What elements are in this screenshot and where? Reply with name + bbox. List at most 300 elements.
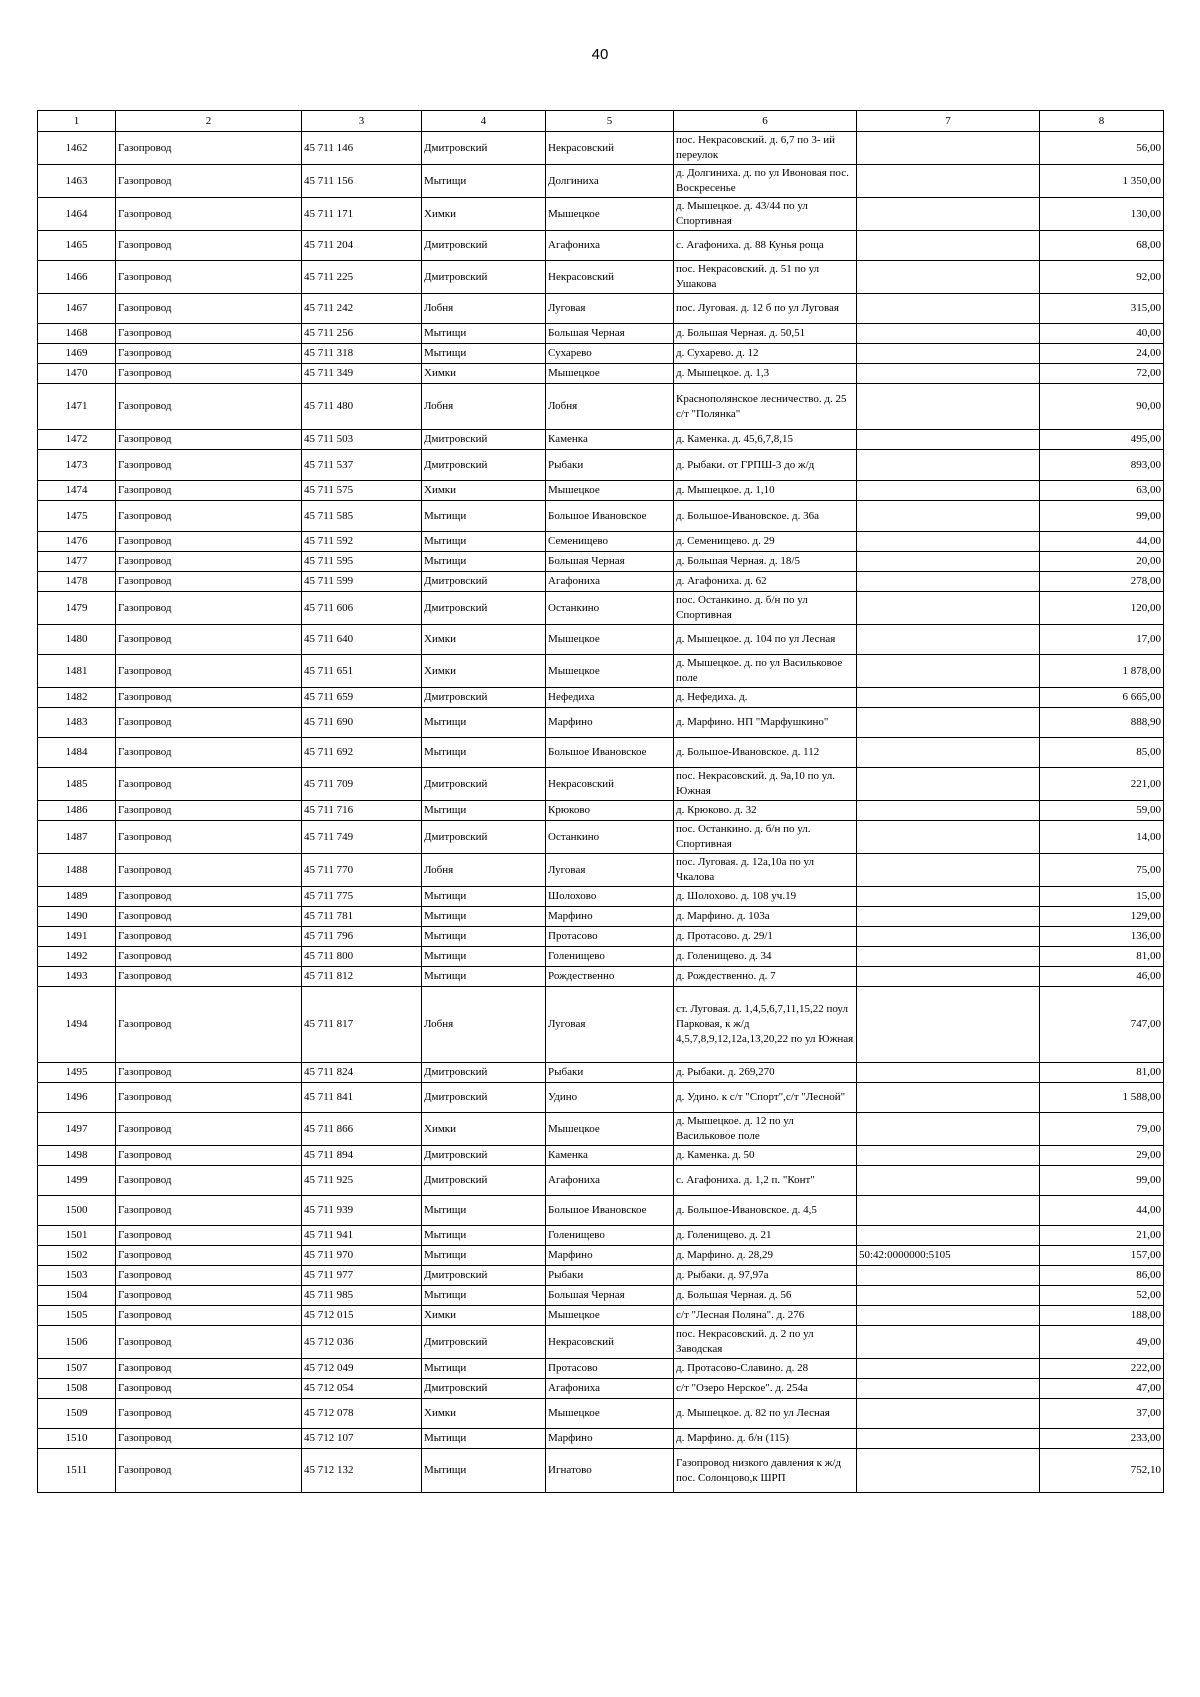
settlement: Большое Ивановское xyxy=(546,1196,674,1226)
address: пос. Останкино. д. б/н по ул. Спортивная xyxy=(674,821,857,854)
oktmo-code: 45 711 156 xyxy=(302,165,422,198)
table-row xyxy=(38,552,1164,572)
row-number: 1508 xyxy=(38,1379,116,1399)
table-row xyxy=(38,655,1164,688)
length-value: 81,00 xyxy=(1040,947,1164,967)
cadastral-number xyxy=(857,165,1040,198)
row-number: 1496 xyxy=(38,1083,116,1113)
object-name: Газопровод xyxy=(116,1379,302,1399)
settlement: Большое Ивановское xyxy=(546,501,674,532)
table-row xyxy=(38,625,1164,655)
settlement: Луговая xyxy=(546,987,674,1063)
district: Мытищи xyxy=(422,532,546,552)
oktmo-code: 45 711 171 xyxy=(302,198,422,231)
cadastral-number xyxy=(857,501,1040,532)
row-number: 1502 xyxy=(38,1246,116,1266)
object-name: Газопровод xyxy=(116,1246,302,1266)
address: д. Марфино. д. 103а xyxy=(674,907,857,927)
object-name: Газопровод xyxy=(116,801,302,821)
row-number: 1492 xyxy=(38,947,116,967)
table-row xyxy=(38,1266,1164,1286)
object-name: Газопровод xyxy=(116,261,302,294)
address: Краснополянское лесничество. д. 25 с/т "Полянка" xyxy=(674,384,857,430)
object-name: Газопровод xyxy=(116,1166,302,1196)
settlement: Каменка xyxy=(546,430,674,450)
length-value: 129,00 xyxy=(1040,907,1164,927)
property-register-table xyxy=(37,110,1164,1493)
oktmo-code: 45 712 107 xyxy=(302,1429,422,1449)
district: Мытищи xyxy=(422,1449,546,1493)
row-number: 1479 xyxy=(38,592,116,625)
district: Дмитровский xyxy=(422,1379,546,1399)
row-number: 1462 xyxy=(38,132,116,165)
cadastral-number xyxy=(857,967,1040,987)
district: Химки xyxy=(422,198,546,231)
cadastral-number xyxy=(857,1166,1040,1196)
oktmo-code: 45 712 036 xyxy=(302,1326,422,1359)
object-name: Газопровод xyxy=(116,1226,302,1246)
address: д. Большое-Ивановское. д. 4,5 xyxy=(674,1196,857,1226)
address: пос. Некрасовский. д. 6,7 по 3- ий переулок xyxy=(674,132,857,165)
address: д. Семенищево. д. 29 xyxy=(674,532,857,552)
length-value: 85,00 xyxy=(1040,738,1164,768)
address: д. Каменка. д. 50 xyxy=(674,1146,857,1166)
table-row xyxy=(38,430,1164,450)
table-row xyxy=(38,384,1164,430)
table-row xyxy=(38,572,1164,592)
address: д. Рыбаки. от ГРПШ-3 до ж/д xyxy=(674,450,857,481)
address: д. Марфино. д. 28,29 xyxy=(674,1246,857,1266)
oktmo-code: 45 711 349 xyxy=(302,364,422,384)
length-value: 37,00 xyxy=(1040,1399,1164,1429)
district: Мытищи xyxy=(422,501,546,532)
object-name: Газопровод xyxy=(116,324,302,344)
oktmo-code: 45 711 866 xyxy=(302,1113,422,1146)
table-row xyxy=(38,1399,1164,1429)
settlement: Мышецкое xyxy=(546,481,674,501)
object-name: Газопровод xyxy=(116,1429,302,1449)
object-name: Газопровод xyxy=(116,481,302,501)
oktmo-code: 45 711 640 xyxy=(302,625,422,655)
object-name: Газопровод xyxy=(116,967,302,987)
settlement: Рыбаки xyxy=(546,450,674,481)
table-row xyxy=(38,231,1164,261)
length-value: 222,00 xyxy=(1040,1359,1164,1379)
length-value: 17,00 xyxy=(1040,625,1164,655)
oktmo-code: 45 711 204 xyxy=(302,231,422,261)
row-number: 1463 xyxy=(38,165,116,198)
district: Лобня xyxy=(422,384,546,430)
cadastral-number: 50:42:0000000:5105 xyxy=(857,1246,1040,1266)
cadastral-number xyxy=(857,231,1040,261)
cadastral-number xyxy=(857,592,1040,625)
column-header: 6 xyxy=(674,111,857,132)
oktmo-code: 45 711 651 xyxy=(302,655,422,688)
cadastral-number xyxy=(857,927,1040,947)
object-name: Газопровод xyxy=(116,947,302,967)
length-value: 86,00 xyxy=(1040,1266,1164,1286)
oktmo-code: 45 711 770 xyxy=(302,854,422,887)
length-value: 52,00 xyxy=(1040,1286,1164,1306)
object-name: Газопровод xyxy=(116,1196,302,1226)
cadastral-number xyxy=(857,384,1040,430)
oktmo-code: 45 712 078 xyxy=(302,1399,422,1429)
settlement: Рыбаки xyxy=(546,1063,674,1083)
settlement: Большое Ивановское xyxy=(546,738,674,768)
cadastral-number xyxy=(857,801,1040,821)
object-name: Газопровод xyxy=(116,738,302,768)
object-name: Газопровод xyxy=(116,572,302,592)
cadastral-number xyxy=(857,1326,1040,1359)
address: д. Нефедиха. д. xyxy=(674,688,857,708)
cadastral-number xyxy=(857,552,1040,572)
length-value: 157,00 xyxy=(1040,1246,1164,1266)
length-value: 40,00 xyxy=(1040,324,1164,344)
oktmo-code: 45 711 941 xyxy=(302,1226,422,1246)
row-number: 1476 xyxy=(38,532,116,552)
length-value: 1 588,00 xyxy=(1040,1083,1164,1113)
table-row xyxy=(38,1306,1164,1326)
oktmo-code: 45 712 054 xyxy=(302,1379,422,1399)
oktmo-code: 45 711 925 xyxy=(302,1166,422,1196)
district: Дмитровский xyxy=(422,261,546,294)
oktmo-code: 45 711 503 xyxy=(302,430,422,450)
district: Дмитровский xyxy=(422,231,546,261)
cadastral-number xyxy=(857,294,1040,324)
oktmo-code: 45 711 781 xyxy=(302,907,422,927)
district: Мытищи xyxy=(422,344,546,364)
oktmo-code: 45 712 132 xyxy=(302,1449,422,1493)
settlement: Шолохово xyxy=(546,887,674,907)
settlement: Некрасовский xyxy=(546,261,674,294)
length-value: 49,00 xyxy=(1040,1326,1164,1359)
length-value: 29,00 xyxy=(1040,1146,1164,1166)
object-name: Газопровод xyxy=(116,132,302,165)
length-value: 495,00 xyxy=(1040,430,1164,450)
district: Химки xyxy=(422,364,546,384)
oktmo-code: 45 711 692 xyxy=(302,738,422,768)
length-value: 15,00 xyxy=(1040,887,1164,907)
district: Дмитровский xyxy=(422,430,546,450)
address: пос. Некрасовский. д. 51 по ул Ушакова xyxy=(674,261,857,294)
column-header: 1 xyxy=(38,111,116,132)
length-value: 63,00 xyxy=(1040,481,1164,501)
district: Мытищи xyxy=(422,552,546,572)
settlement: Марфино xyxy=(546,907,674,927)
length-value: 68,00 xyxy=(1040,231,1164,261)
settlement: Семенищево xyxy=(546,532,674,552)
object-name: Газопровод xyxy=(116,1359,302,1379)
object-name: Газопровод xyxy=(116,294,302,324)
address: с. Агафониха. д. 1,2 п. "Конт" xyxy=(674,1166,857,1196)
table-row xyxy=(38,1146,1164,1166)
settlement: Агафониха xyxy=(546,231,674,261)
district: Мытищи xyxy=(422,324,546,344)
object-name: Газопровод xyxy=(116,1306,302,1326)
row-number: 1467 xyxy=(38,294,116,324)
cadastral-number xyxy=(857,738,1040,768)
length-value: 888,90 xyxy=(1040,708,1164,738)
address: д. Протасово. д. 29/1 xyxy=(674,927,857,947)
district: Мытищи xyxy=(422,708,546,738)
settlement: Агафониха xyxy=(546,1379,674,1399)
length-value: 278,00 xyxy=(1040,572,1164,592)
length-value: 99,00 xyxy=(1040,501,1164,532)
cadastral-number xyxy=(857,364,1040,384)
address: д. Рыбаки. д. 269,270 xyxy=(674,1063,857,1083)
district: Мытищи xyxy=(422,907,546,927)
oktmo-code: 45 711 537 xyxy=(302,450,422,481)
object-name: Газопровод xyxy=(116,501,302,532)
address: пос. Останкино. д. б/н по ул Спортивная xyxy=(674,592,857,625)
cadastral-number xyxy=(857,430,1040,450)
address: д. Рыбаки. д. 97,97а xyxy=(674,1266,857,1286)
cadastral-number xyxy=(857,854,1040,887)
oktmo-code: 45 711 800 xyxy=(302,947,422,967)
row-number: 1509 xyxy=(38,1399,116,1429)
row-number: 1468 xyxy=(38,324,116,344)
length-value: 44,00 xyxy=(1040,532,1164,552)
length-value: 233,00 xyxy=(1040,1429,1164,1449)
length-value: 188,00 xyxy=(1040,1306,1164,1326)
cadastral-number xyxy=(857,821,1040,854)
address: пос. Некрасовский. д. 9а,10 по ул. Южная xyxy=(674,768,857,801)
object-name: Газопровод xyxy=(116,927,302,947)
length-value: 56,00 xyxy=(1040,132,1164,165)
row-number: 1505 xyxy=(38,1306,116,1326)
address: д. Агафониха. д. 62 xyxy=(674,572,857,592)
row-number: 1510 xyxy=(38,1429,116,1449)
district: Дмитровский xyxy=(422,1166,546,1196)
length-value: 46,00 xyxy=(1040,967,1164,987)
object-name: Газопровод xyxy=(116,532,302,552)
object-name: Газопровод xyxy=(116,1399,302,1429)
district: Химки xyxy=(422,1306,546,1326)
district: Дмитровский xyxy=(422,1326,546,1359)
oktmo-code: 45 711 225 xyxy=(302,261,422,294)
length-value: 130,00 xyxy=(1040,198,1164,231)
oktmo-code: 45 711 841 xyxy=(302,1083,422,1113)
oktmo-code: 45 711 894 xyxy=(302,1146,422,1166)
settlement: Некрасовский xyxy=(546,768,674,801)
row-number: 1485 xyxy=(38,768,116,801)
object-name: Газопровод xyxy=(116,344,302,364)
row-number: 1484 xyxy=(38,738,116,768)
page-number: 40 xyxy=(591,46,609,63)
cadastral-number xyxy=(857,1063,1040,1083)
settlement: Рождественно xyxy=(546,967,674,987)
settlement: Протасово xyxy=(546,927,674,947)
address: д. Марфино. д. б/н (115) xyxy=(674,1429,857,1449)
object-name: Газопровод xyxy=(116,165,302,198)
cadastral-number xyxy=(857,625,1040,655)
cadastral-number xyxy=(857,1359,1040,1379)
column-header: 2 xyxy=(116,111,302,132)
cadastral-number xyxy=(857,947,1040,967)
district: Мытищи xyxy=(422,887,546,907)
district: Дмитровский xyxy=(422,132,546,165)
settlement: Останкино xyxy=(546,821,674,854)
cadastral-number xyxy=(857,261,1040,294)
settlement: Голенищево xyxy=(546,1226,674,1246)
row-number: 1504 xyxy=(38,1286,116,1306)
cadastral-number xyxy=(857,1379,1040,1399)
district: Химки xyxy=(422,655,546,688)
oktmo-code: 45 711 592 xyxy=(302,532,422,552)
cadastral-number xyxy=(857,1449,1040,1493)
table-row xyxy=(38,927,1164,947)
row-number: 1489 xyxy=(38,887,116,907)
object-name: Газопровод xyxy=(116,1083,302,1113)
object-name: Газопровод xyxy=(116,384,302,430)
oktmo-code: 45 711 812 xyxy=(302,967,422,987)
settlement: Мышецкое xyxy=(546,364,674,384)
oktmo-code: 45 711 985 xyxy=(302,1286,422,1306)
table-row xyxy=(38,1113,1164,1146)
object-name: Газопровод xyxy=(116,708,302,738)
district: Дмитровский xyxy=(422,768,546,801)
address: пос. Некрасовский. д. 2 по ул Заводская xyxy=(674,1326,857,1359)
table-row xyxy=(38,364,1164,384)
row-number: 1477 xyxy=(38,552,116,572)
settlement: Большая Черная xyxy=(546,324,674,344)
oktmo-code: 45 711 242 xyxy=(302,294,422,324)
table-row xyxy=(38,532,1164,552)
table-row xyxy=(38,1286,1164,1306)
table-row xyxy=(38,1246,1164,1266)
table-row xyxy=(38,165,1164,198)
address: д. Голенищево. д. 34 xyxy=(674,947,857,967)
address: д. Долгиниха. д. по ул Ивоновая пос. Воскресенье xyxy=(674,165,857,198)
address: ст. Луговая. д. 1,4,5,6,7,11,15,22 поул Парковая, к ж/д 4,5,7,8,9,12,12а,13,20,22 по ул Южная xyxy=(674,987,857,1063)
address: д. Удино. к с/т "Спорт",с/т "Лесной" xyxy=(674,1083,857,1113)
district: Мытищи xyxy=(422,927,546,947)
settlement: Долгиниха xyxy=(546,165,674,198)
address: с. Агафониха. д. 88 Кунья роща xyxy=(674,231,857,261)
object-name: Газопровод xyxy=(116,1266,302,1286)
row-number: 1486 xyxy=(38,801,116,821)
address: д. Мышецкое. д. по ул Васильковое поле xyxy=(674,655,857,688)
object-name: Газопровод xyxy=(116,987,302,1063)
address: пос. Луговая. д. 12а,10а по ул Чкалова xyxy=(674,854,857,887)
row-number: 1475 xyxy=(38,501,116,532)
cadastral-number xyxy=(857,198,1040,231)
row-number: 1511 xyxy=(38,1449,116,1493)
row-number: 1466 xyxy=(38,261,116,294)
cadastral-number xyxy=(857,532,1040,552)
district: Мытищи xyxy=(422,1359,546,1379)
oktmo-code: 45 712 015 xyxy=(302,1306,422,1326)
address: д. Большое-Ивановское. д. 36а xyxy=(674,501,857,532)
table-row xyxy=(38,1226,1164,1246)
oktmo-code: 45 711 824 xyxy=(302,1063,422,1083)
district: Дмитровский xyxy=(422,592,546,625)
table-row xyxy=(38,967,1164,987)
oktmo-code: 45 711 690 xyxy=(302,708,422,738)
cadastral-number xyxy=(857,1146,1040,1166)
row-number: 1469 xyxy=(38,344,116,364)
object-name: Газопровод xyxy=(116,907,302,927)
row-number: 1488 xyxy=(38,854,116,887)
length-value: 6 665,00 xyxy=(1040,688,1164,708)
oktmo-code: 45 711 606 xyxy=(302,592,422,625)
cadastral-number xyxy=(857,907,1040,927)
table-row xyxy=(38,688,1164,708)
table-row xyxy=(38,708,1164,738)
object-name: Газопровод xyxy=(116,430,302,450)
length-value: 1 350,00 xyxy=(1040,165,1164,198)
row-number: 1490 xyxy=(38,907,116,927)
settlement: Некрасовский xyxy=(546,132,674,165)
settlement: Агафониха xyxy=(546,1166,674,1196)
table-body xyxy=(38,132,1164,1493)
settlement: Удино xyxy=(546,1083,674,1113)
oktmo-code: 45 711 749 xyxy=(302,821,422,854)
settlement: Марфино xyxy=(546,708,674,738)
length-value: 47,00 xyxy=(1040,1379,1164,1399)
settlement: Мышецкое xyxy=(546,655,674,688)
table-row xyxy=(38,821,1164,854)
address: д. Голенищево. д. 21 xyxy=(674,1226,857,1246)
district: Дмитровский xyxy=(422,1083,546,1113)
settlement: Крюково xyxy=(546,801,674,821)
object-name: Газопровод xyxy=(116,821,302,854)
oktmo-code: 45 711 599 xyxy=(302,572,422,592)
address: с/т "Озеро Нерское". д. 254а xyxy=(674,1379,857,1399)
table-row xyxy=(38,1166,1164,1196)
settlement: Агафониха xyxy=(546,572,674,592)
length-value: 59,00 xyxy=(1040,801,1164,821)
oktmo-code: 45 711 256 xyxy=(302,324,422,344)
object-name: Газопровод xyxy=(116,768,302,801)
district: Мытищи xyxy=(422,1226,546,1246)
oktmo-code: 45 711 716 xyxy=(302,801,422,821)
row-number: 1499 xyxy=(38,1166,116,1196)
table-row xyxy=(38,450,1164,481)
row-number: 1478 xyxy=(38,572,116,592)
district: Мытищи xyxy=(422,801,546,821)
district: Дмитровский xyxy=(422,821,546,854)
cadastral-number xyxy=(857,1286,1040,1306)
settlement: Марфино xyxy=(546,1246,674,1266)
table-row xyxy=(38,261,1164,294)
table-row xyxy=(38,324,1164,344)
district: Дмитровский xyxy=(422,1063,546,1083)
address: д. Протасово-Славино. д. 28 xyxy=(674,1359,857,1379)
object-name: Газопровод xyxy=(116,1063,302,1083)
object-name: Газопровод xyxy=(116,592,302,625)
district: Дмитровский xyxy=(422,688,546,708)
object-name: Газопровод xyxy=(116,1113,302,1146)
oktmo-code: 45 711 318 xyxy=(302,344,422,364)
address: д. Шолохово. д. 108 уч.19 xyxy=(674,887,857,907)
cadastral-number xyxy=(857,688,1040,708)
oktmo-code: 45 712 049 xyxy=(302,1359,422,1379)
length-value: 90,00 xyxy=(1040,384,1164,430)
settlement: Большая Черная xyxy=(546,552,674,572)
settlement: Мышецкое xyxy=(546,1113,674,1146)
table-row xyxy=(38,592,1164,625)
district: Дмитровский xyxy=(422,1146,546,1166)
column-header: 3 xyxy=(302,111,422,132)
object-name: Газопровод xyxy=(116,198,302,231)
address: д. Мышецкое. д. 82 по ул Лесная xyxy=(674,1399,857,1429)
column-header: 4 xyxy=(422,111,546,132)
table-row xyxy=(38,801,1164,821)
address: Газопровод низкого давления к ж/д пос. Солонцово,к ШРП xyxy=(674,1449,857,1493)
column-header: 7 xyxy=(857,111,1040,132)
table-row xyxy=(38,294,1164,324)
